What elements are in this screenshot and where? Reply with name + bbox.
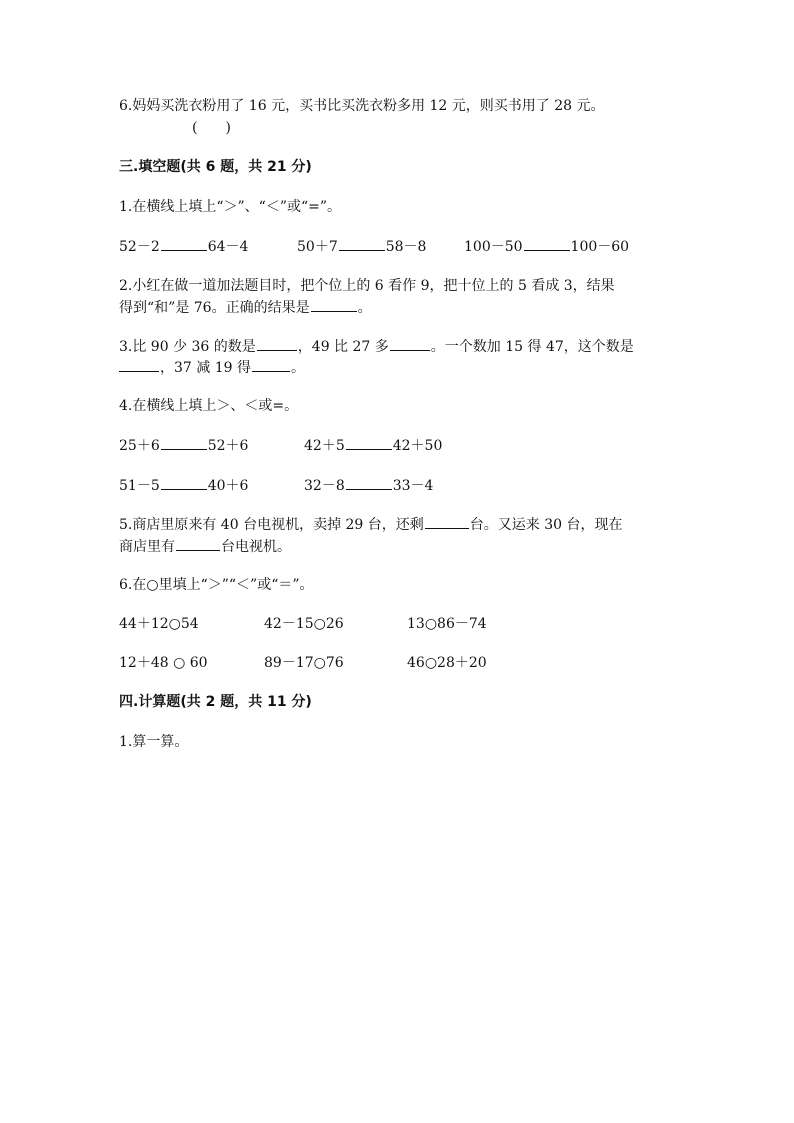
answer-blank[interactable]	[161, 435, 207, 450]
expr-left: 52－2	[119, 239, 160, 255]
expr-right: 64－4	[207, 239, 249, 255]
answer-blank[interactable]	[346, 435, 392, 450]
s3-q1-stem: 1.在横线上填上“＞”、“＜”或“=”。	[119, 199, 342, 215]
expr-right: 100－60	[570, 239, 630, 255]
answer-blank[interactable]	[311, 297, 357, 312]
answer-blank[interactable]	[339, 236, 385, 251]
answer-parentheses: ( )	[192, 120, 231, 136]
answer-blank[interactable]	[161, 475, 207, 490]
answer-blank[interactable]	[161, 236, 207, 251]
compare-item[interactable]: 44＋12○54	[119, 616, 199, 632]
answer-blank[interactable]	[524, 236, 570, 251]
answer-blank[interactable]	[176, 536, 220, 551]
answer-blank[interactable]	[346, 475, 392, 490]
answer-blank[interactable]	[252, 357, 290, 372]
answer-blank[interactable]	[425, 514, 469, 529]
s3-q3-line1: 3.比 90 少 36 的数是 ，49 比 27 多 。一个数加 15 得 47，这个数是	[119, 336, 634, 357]
expr-left: 50＋7	[297, 239, 338, 255]
s3-q3-line2: ，37 减 19 得 。	[119, 357, 305, 378]
worksheet-page: 6.妈妈买洗衣粉用了 16 元，买书比买洗衣粉多用 12 元，则买书用了 28 元。 ( ) 三.填空题(共 6 题，共 21 分) 1.在横线上填上“＞”、“＜”或“=”。 52－2 64－4 50＋7 58－8 100－50 100－60 2.小红在做一道加法题目时，把个位上的 6 看作 9，把十位上的 5 看成 3，结果 得到“和”是 76。正确的结果是 。 3.比 90 少 36 的数是 ，49 比 27 多 。一个数加 15 得 47，这个数是 ，37 减 19 得 。 4.在横线上填上＞、＜或=。 25＋6 52＋6 42＋5 42＋50 51－5 40＋6 32－8 33－4 5.商店里原来有 40 台电视机，卖掉 29 台，还剩 台。又运来 30 台，现在 商店里有 台电视机。 6.在○里填上“＞”“＜”或“＝”。 44＋12○54 42－15○26 13○86－74 12＋48 ○ 60 89－17○76 46○28＋20 四.计算题(共 2 题，共 11 分) 1.算一算。	[119, 98, 634, 750]
compare-item[interactable]: 46○28＋20	[407, 655, 487, 671]
s3-q5-line2: 商店里有 台电视机。	[119, 536, 291, 557]
expr-right: 58－8	[385, 239, 427, 255]
answer-blank[interactable]	[119, 357, 159, 372]
prev-question-6-line: 6.妈妈买洗衣粉用了 16 元，买书比买洗衣粉多用 12 元，则买书用了 28 元。	[119, 98, 605, 114]
section-4-title: 四.计算题(共 2 题，共 11 分)	[119, 694, 312, 710]
compare-item[interactable]: 89－17○76	[264, 655, 344, 671]
s3-q4-stem: 4.在横线上填上＞、＜或=。	[119, 398, 299, 414]
compare-item[interactable]: 13○86－74	[407, 616, 487, 632]
s3-q2-line1: 2.小红在做一道加法题目时，把个位上的 6 看作 9，把十位上的 5 看成 3，结果	[119, 278, 615, 294]
s3-q5-line1: 5.商店里原来有 40 台电视机，卖掉 29 台，还剩 台。又运来 30 台，现在	[119, 514, 623, 535]
s3-q6-stem: 6.在○里填上“＞”“＜”或“＝”。	[119, 577, 314, 593]
compare-item[interactable]: 12＋48 ○ 60	[119, 655, 208, 671]
s4-q1-stem: 1.算一算。	[119, 734, 189, 750]
section-3-title: 三.填空题(共 6 题，共 21 分)	[119, 159, 312, 175]
answer-blank[interactable]	[257, 336, 297, 351]
compare-item[interactable]: 42－15○26	[264, 616, 344, 632]
expr-left: 100－50	[464, 239, 523, 255]
answer-blank[interactable]	[390, 336, 430, 351]
s3-q2-line2: 得到“和”是 76。正确的结果是 。	[119, 297, 372, 318]
